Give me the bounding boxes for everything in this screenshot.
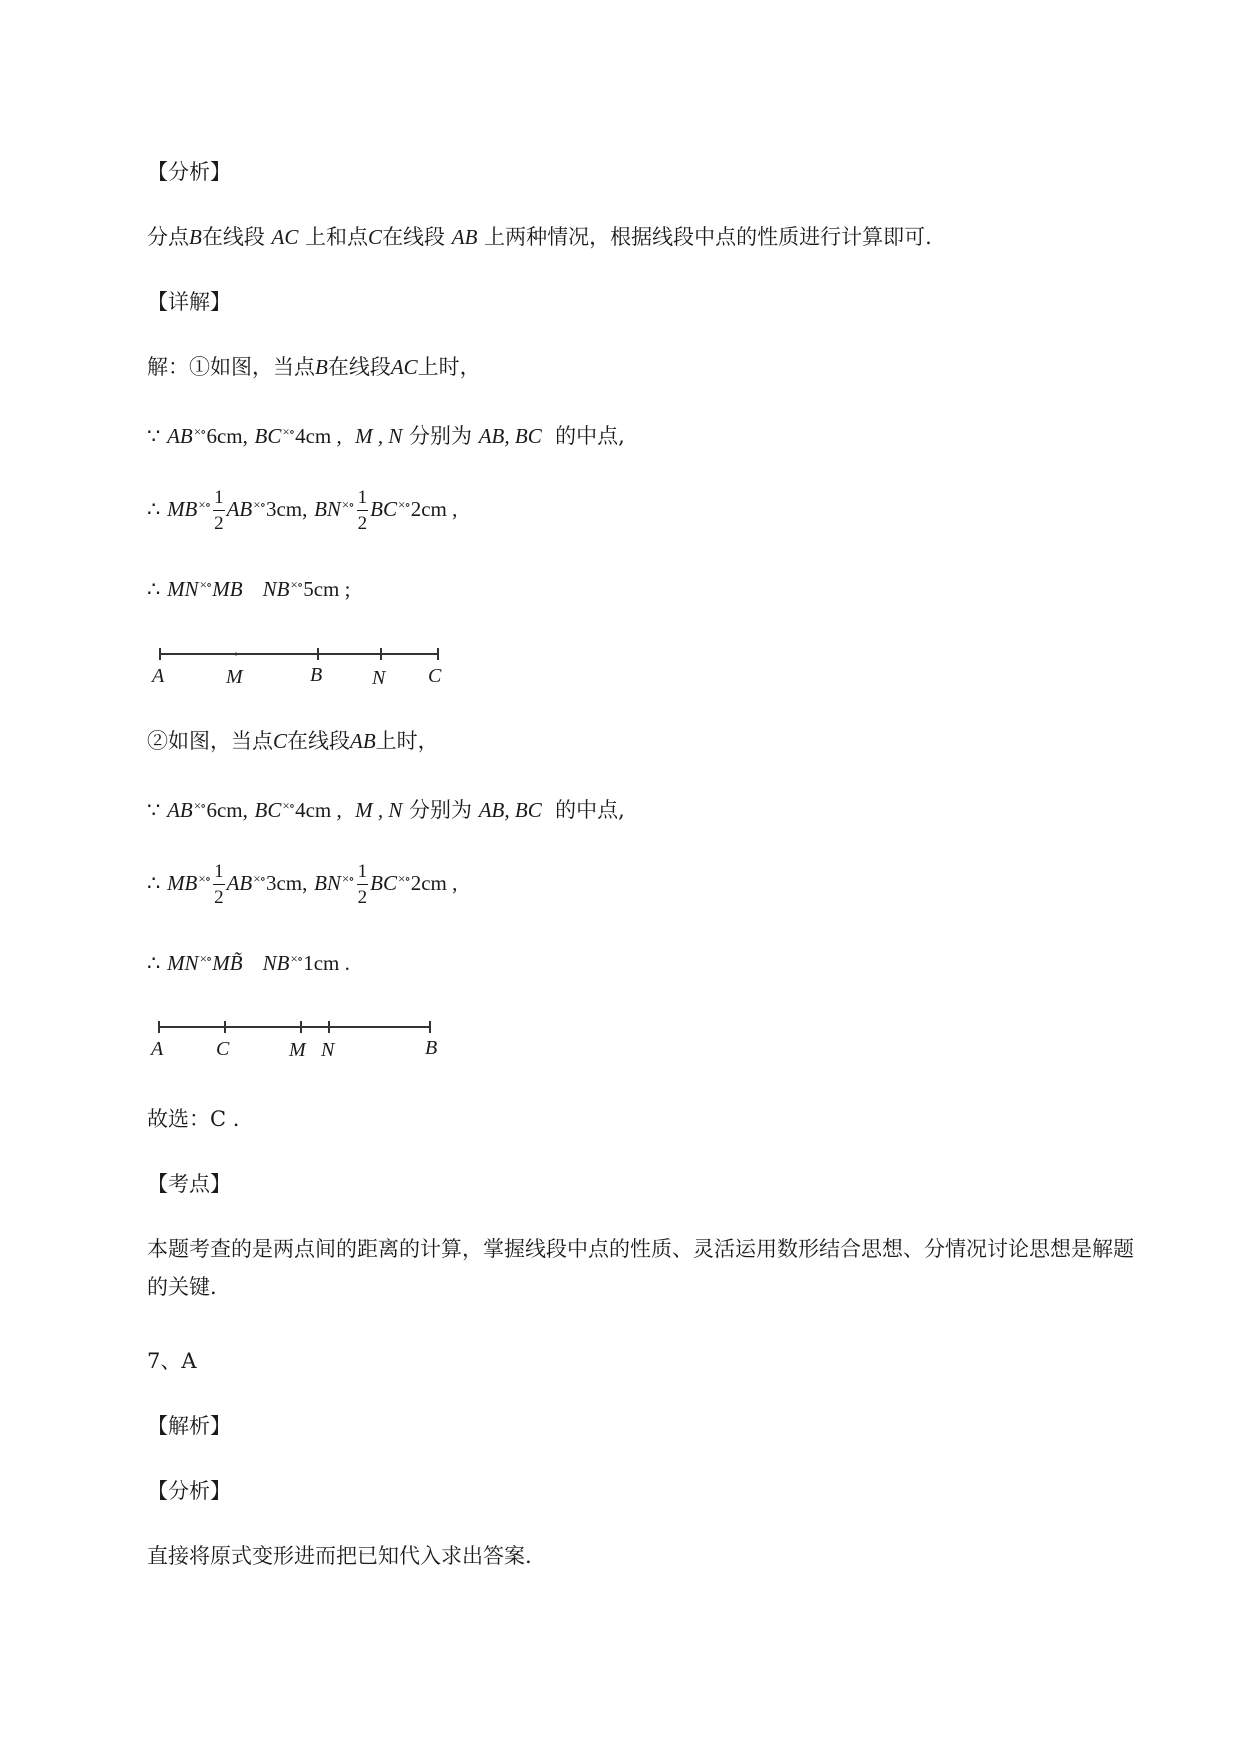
label-a: A <box>152 665 165 687</box>
label-n: N <box>321 1039 335 1061</box>
analysis-paragraph <box>147 222 932 252</box>
therefore-symbol: ∴ <box>147 497 161 521</box>
value: 2cm , <box>410 497 458 521</box>
math-var: B <box>315 355 328 379</box>
numerator: 1 <box>213 862 225 885</box>
case1-given <box>147 417 625 451</box>
equals-glyph: ×∘ <box>253 871 265 886</box>
section-heading-analysis-2: 【分析】 <box>147 1479 231 1503</box>
conclusion: 故选：C . <box>147 1107 240 1131</box>
text: 解：①如图，当点 <box>147 355 315 379</box>
value: 6cm, <box>206 798 248 822</box>
denominator: 2 <box>357 887 368 908</box>
value: 2cm , <box>410 871 458 895</box>
value: 3cm, <box>265 871 308 895</box>
case1-calc1 <box>147 488 457 533</box>
text: 的中点, <box>555 424 625 448</box>
segment-diagram-case1 <box>140 640 460 690</box>
equals-glyph: ×∘ <box>290 951 303 966</box>
analysis-2-paragraph: 直接将原式变形进而把已知代入求出答案. <box>147 1544 532 1568</box>
math-var: MB <box>167 871 198 895</box>
case2-given <box>147 791 625 825</box>
therefore-symbol: ∴ <box>147 871 161 895</box>
equals-glyph: ×∘ <box>193 798 206 813</box>
label-b: B <box>310 664 323 686</box>
therefore-symbol: ∴ <box>147 951 161 975</box>
equals-glyph: ×∘ <box>341 871 354 886</box>
value: 4cm , <box>295 798 342 822</box>
math-var: BC <box>370 497 397 521</box>
math-var: AB <box>451 225 478 249</box>
fraction-half <box>213 488 225 533</box>
label-n: N <box>372 667 386 689</box>
denominator: 2 <box>357 513 368 534</box>
math-var: M , N <box>355 424 403 448</box>
math-var: BN <box>314 871 341 895</box>
because-symbol: ∵ <box>147 424 161 448</box>
math-var: B <box>189 225 202 249</box>
fraction-half <box>357 488 369 533</box>
text: 上时， <box>417 355 481 379</box>
math-var: NB <box>262 951 290 975</box>
value: 1cm . <box>303 951 350 975</box>
denominator: 2 <box>214 887 224 908</box>
math-var: AB <box>226 497 253 521</box>
equals-glyph: ×∘ <box>198 497 211 512</box>
math-var: C <box>273 729 288 753</box>
point-paragraph: 本题考查的是两点间的距离的计算，掌握线段中点的性质、灵活运用数形结合思想、分情况讨论思想是解题的关键. <box>147 1237 1134 1299</box>
fraction-half <box>357 862 369 907</box>
value: 3cm, <box>265 497 308 521</box>
label-b: B <box>425 1037 438 1059</box>
therefore-symbol: ∴ <box>147 577 161 601</box>
equals-glyph: ×∘ <box>397 871 410 886</box>
value: 4cm , <box>295 424 342 448</box>
math-var: BC <box>370 871 397 895</box>
math-var: BC <box>254 798 282 822</box>
text: 上时， <box>375 729 439 753</box>
math-var: AB, BC <box>478 424 542 448</box>
equals-glyph: ×∘ <box>199 951 212 966</box>
text: 在线段 <box>327 355 391 379</box>
math-var: C <box>368 225 383 249</box>
label-c: C <box>216 1038 230 1060</box>
because-symbol: ∵ <box>147 798 161 822</box>
math-var: AB <box>167 424 193 448</box>
question-7-answer: 7、A <box>147 1349 197 1373</box>
section-heading-point: 【考点】 <box>147 1172 231 1196</box>
numerator: 1 <box>357 862 369 885</box>
math-var: MB <box>167 497 198 521</box>
math-var: MB <box>212 577 243 601</box>
case2-calc1 <box>147 862 457 907</box>
section-heading-detail: 【详解】 <box>147 290 231 314</box>
denominator: 2 <box>214 513 224 534</box>
text: 上和点 <box>305 225 369 249</box>
case2-calc2 <box>147 944 350 978</box>
text: 分别为 <box>409 798 473 822</box>
math-var: NB <box>262 577 290 601</box>
math-var: AB <box>226 871 253 895</box>
text: 在线段 <box>287 729 351 753</box>
math-var: AB, BC <box>478 798 542 822</box>
equals-glyph: ×∘ <box>290 577 303 592</box>
equals-glyph: ×∘ <box>397 497 410 512</box>
text: 分别为 <box>409 424 473 448</box>
numerator: 1 <box>213 488 225 511</box>
math-var: AC <box>271 225 299 249</box>
equals-glyph: ×∘ <box>199 577 212 592</box>
text: 上两种情况，根据线段中点的性质进行计算即可. <box>484 225 932 249</box>
equals-glyph: ×∘ <box>282 424 295 439</box>
label-m: M <box>226 666 243 688</box>
value: 5cm ; <box>303 577 351 601</box>
math-var: MN <box>167 951 199 975</box>
section-heading-parse: 【解析】 <box>147 1414 231 1438</box>
math-var: BC <box>254 424 282 448</box>
tick-m <box>235 653 238 656</box>
label-a: A <box>151 1038 164 1060</box>
text: 在线段 <box>382 225 446 249</box>
label-c: C <box>428 665 442 687</box>
equals-glyph: ×∘ <box>193 424 206 439</box>
math-var: MB̃ <box>212 951 243 975</box>
segment-diagram-case2 <box>140 1013 460 1063</box>
text: 分点 <box>147 225 189 249</box>
case2-intro <box>147 726 439 756</box>
math-var: M , N <box>355 798 403 822</box>
equals-glyph: ×∘ <box>253 497 265 512</box>
value: 6cm, <box>206 424 248 448</box>
math-var: AB <box>350 729 376 753</box>
equals-glyph: ×∘ <box>341 497 354 512</box>
fraction-half <box>213 862 225 907</box>
math-var: AB <box>167 798 193 822</box>
case1-intro <box>147 352 481 382</box>
text: ②如图，当点 <box>147 729 273 753</box>
section-heading-analysis: 【分析】 <box>147 160 231 184</box>
numerator: 1 <box>357 488 369 511</box>
equals-glyph: ×∘ <box>198 871 211 886</box>
text: 的中点, <box>555 798 625 822</box>
case1-calc2 <box>147 570 350 604</box>
label-m: M <box>289 1039 306 1061</box>
equals-glyph: ×∘ <box>282 798 295 813</box>
math-var: AC <box>390 355 418 379</box>
math-var: MN <box>167 577 199 601</box>
text: 在线段 <box>201 225 265 249</box>
math-var: BN <box>314 497 341 521</box>
